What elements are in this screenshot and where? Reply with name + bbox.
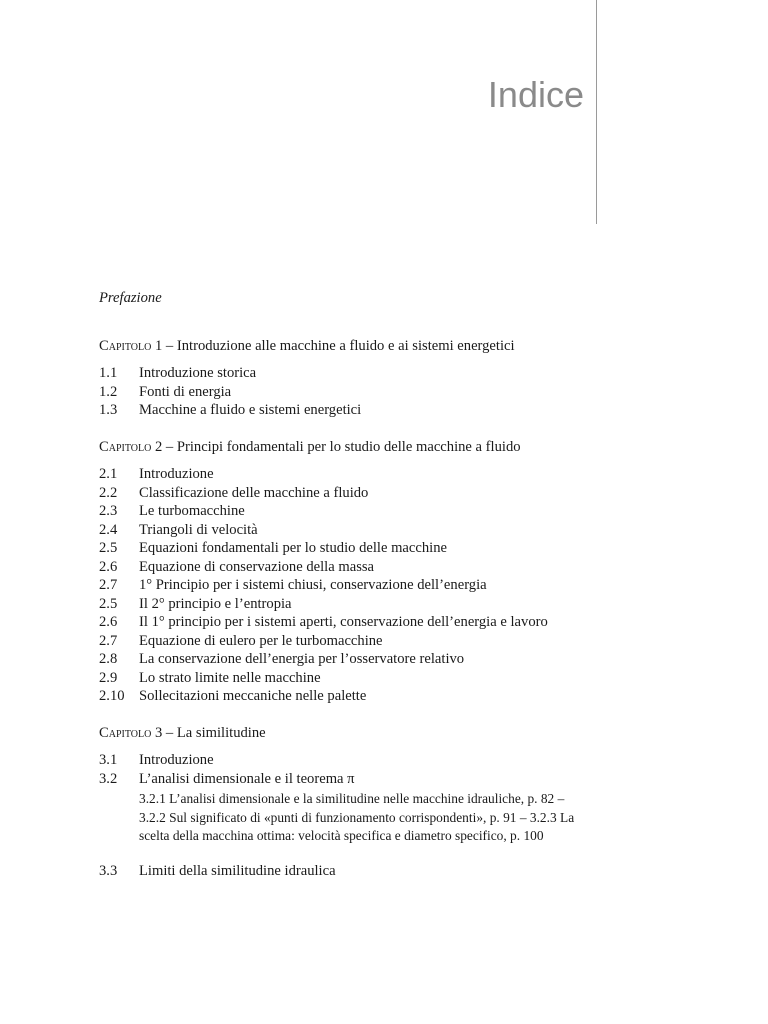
section-number: 2.5 xyxy=(99,595,118,612)
chapter-title xyxy=(99,724,266,743)
subsection-list: 3.2.1 L’analisi dimensionale e la similitudine nelle macchine idrauliche, p. 82 – 3.2.2 Sul significato di «punti di funzionamento corrispondenti», p. 91 – 3.2.3 La scelta della macchina ottima: velocità specifica e diametro specifico, p. 100 xyxy=(139,791,575,843)
section-title: Lo strato limite nelle macchine xyxy=(139,669,321,686)
chapter-label: Capitolo xyxy=(99,439,152,455)
section-number: 3.3 xyxy=(99,863,118,879)
section-number: 2.8 xyxy=(99,651,118,667)
chapter-title xyxy=(99,438,521,457)
chapter-label: Capitolo xyxy=(99,338,152,354)
chapter-title xyxy=(99,337,515,356)
section-number: 2.4 xyxy=(99,521,118,538)
section-number: 2.9 xyxy=(99,669,118,686)
section-title: Il 2° principio e l’entropia xyxy=(139,595,292,612)
section-number: 3.1 xyxy=(99,752,118,768)
section-title: Il 1° principio per i sistemi aperti, conservazione dell’energia e lavoro xyxy=(139,614,548,630)
section-title: Introduzione storica xyxy=(139,365,257,381)
section-title: Triangoli di velocità xyxy=(139,521,258,538)
section-number: 2.7 xyxy=(99,632,118,649)
section-number: 2.10 xyxy=(99,688,125,704)
section-number: 1.1 xyxy=(99,365,118,381)
section-title: Introduzione xyxy=(139,466,214,482)
page-title: Indice xyxy=(487,74,584,115)
section-title: Introduzione xyxy=(139,752,214,768)
section-number: 2.5 xyxy=(99,540,118,556)
section-title: Macchine a fluido e sistemi energetici xyxy=(139,402,362,418)
section-title: Equazione di eulero per le turbomacchine xyxy=(139,632,383,649)
chapter-label: Capitolo xyxy=(99,725,152,741)
section-title: Le turbomacchine xyxy=(139,503,245,519)
entry-title: Prefazione xyxy=(99,290,162,306)
section-title: Limiti della similitudine idraulica xyxy=(139,863,336,879)
section-title: Classificazione delle macchine a fluido xyxy=(139,484,369,501)
section-number: 2.6 xyxy=(99,558,118,575)
section-number: 2.2 xyxy=(99,484,118,501)
section-title: Equazioni fondamentali per lo studio delle macchine xyxy=(139,540,447,556)
section-number: 2.1 xyxy=(99,466,118,482)
section-number: 2.3 xyxy=(99,503,118,519)
section-number: 3.2 xyxy=(99,770,118,787)
section-title: La conservazione dell’energia per l’osservatore relativo xyxy=(139,651,465,667)
chapter-heading: 3 – La similitudine xyxy=(151,725,266,741)
section-title: Fonti di energia xyxy=(139,383,232,400)
section-title: 1° Principio per i sistemi chiusi, conservazione dell’energia xyxy=(139,577,487,593)
chapter-heading: 1 – Introduzione alle macchine a fluido e ai sistemi energetici xyxy=(151,338,515,354)
section-number: 2.7 xyxy=(99,577,118,593)
chapter-heading: 2 – Principi fondamentali per lo studio delle macchine a fluido xyxy=(151,439,521,455)
section-title: L’analisi dimensionale e il teorema π xyxy=(139,770,355,787)
section-number: 2.6 xyxy=(99,614,118,630)
section-number: 1.2 xyxy=(99,383,118,400)
vertical-rule xyxy=(596,0,597,224)
section-number: 1.3 xyxy=(99,402,118,418)
section-title: Equazione di conservazione della massa xyxy=(139,558,375,575)
section-title: Sollecitazioni meccaniche nelle palette xyxy=(139,688,367,704)
